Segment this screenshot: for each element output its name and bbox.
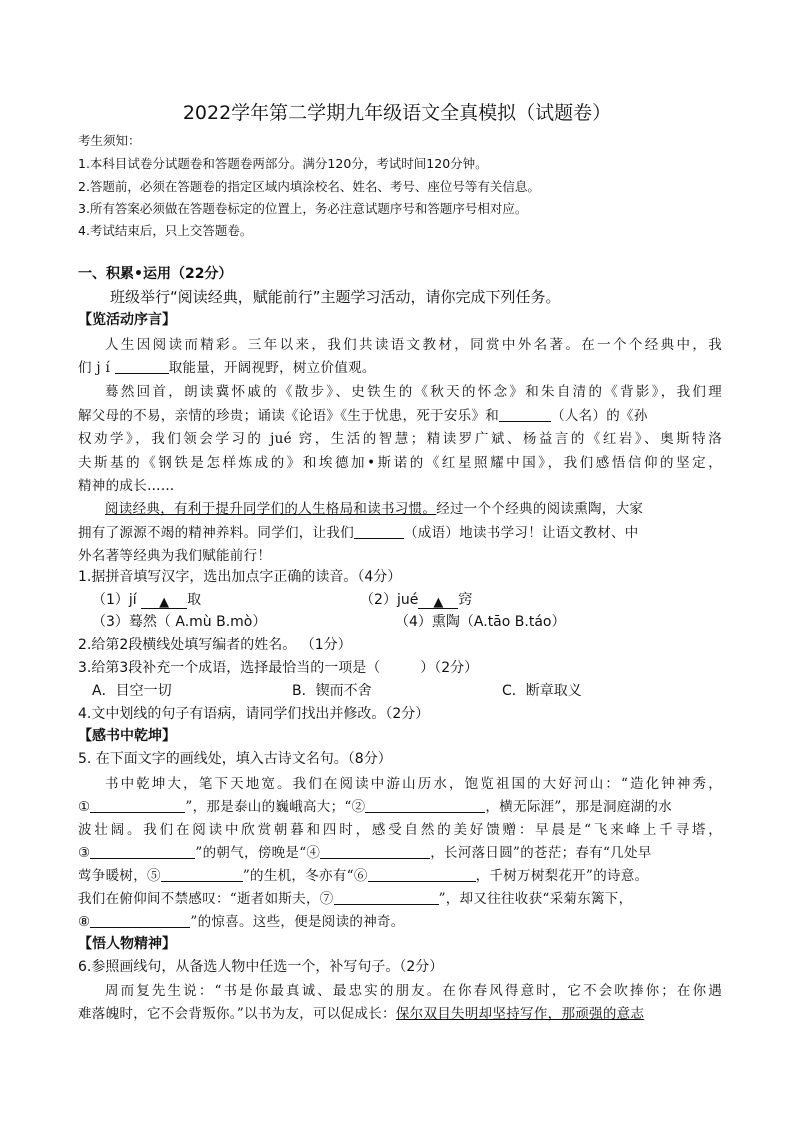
- triangle-marker-icon: ▲: [159, 595, 170, 610]
- question-2: 2.给第2段横线处填写编者的姓名。 （1分）: [78, 637, 352, 653]
- answer-blank[interactable]: [365, 798, 485, 813]
- item-label: 窍: [458, 592, 473, 608]
- paragraph-line: 书中乾坤大，笔下天地宽。我们在阅读中游山历水，饱览祖国的大好河山：“造化钟神秀，: [105, 776, 722, 792]
- option-c[interactable]: C．断章取义: [502, 683, 582, 699]
- paragraph-line: [78, 404, 722, 424]
- item-label: （1）jí: [92, 592, 142, 608]
- circled-number: ①: [78, 799, 91, 815]
- paragraph-text: （成语）地读书学习！让语文教材、中: [404, 525, 639, 541]
- answer-blank[interactable]: [141, 594, 187, 609]
- paragraph-text: 我们在俯仰间不禁感叹：“逝者如斯夫，⑦: [78, 891, 334, 907]
- notice-item: 3.所有答案必须做在答题卷标定的位置上，务必注意试题序号和答题序号相对应。: [78, 201, 528, 216]
- answer-blank[interactable]: [90, 844, 195, 859]
- answer-blank[interactable]: [90, 798, 185, 813]
- option-a[interactable]: A．目空一切: [92, 683, 172, 699]
- paragraph-line: 人生因阅读而精彩。三年以来，我们共读语文教材，同赏中外名著。在一个个经典中，我: [105, 337, 722, 353]
- question-1-items: [92, 589, 722, 609]
- question-text: ）（2分）: [420, 660, 479, 676]
- paragraph-line: [78, 356, 722, 376]
- underlined-sentence: 保尔双目失明却坚持写作，那顽强的意志: [395, 1006, 645, 1022]
- item-label: （2）jué: [360, 592, 419, 608]
- paragraph-line: 波壮阔。我们在阅读中欣赏朝暮和四时，感受自然的美好馈赠：早晨是“飞来峰上千寻塔，: [78, 822, 722, 838]
- question-4: 4.文中划线的句子有语病，请同学们找出并修改。（2分）: [78, 706, 430, 722]
- answer-blank[interactable]: [354, 524, 404, 539]
- paragraph-text: 们 j í: [78, 360, 115, 376]
- question-3-options: [92, 680, 722, 700]
- notice-item: 1.本科目试卷分试题卷和答题卷两部分。满分120分，考试时间120分钟。: [78, 156, 488, 171]
- paragraph-line: 权劝学》，我们领会学习的 jué 窍，生活的智慧；精读罗广斌、杨益言的《红岩》、奥斯特洛: [78, 431, 722, 447]
- paragraph-line: [78, 795, 722, 815]
- paragraph-text: 经过一个个经典的阅读熏陶，大家: [436, 501, 644, 517]
- question-3: [78, 657, 722, 677]
- question-1: 1.据拼音填写汉字，选出加点字正确的读音。（4分）: [78, 569, 402, 585]
- part-heading: 【感书中乾坤】: [78, 728, 176, 744]
- paragraph-line: 外名著等经典为我们赋能前行！: [78, 548, 272, 564]
- paragraph-line: [78, 1002, 722, 1022]
- question-text: 3.给第3段补充一个成语，选择最恰当的一项是（: [78, 660, 381, 676]
- triangle-marker-icon: ▲: [433, 595, 444, 610]
- answer-blank[interactable]: [161, 867, 243, 882]
- paragraph-text: ”，却又往往收获“采菊东篱下，: [438, 891, 633, 907]
- notice-item: 4.考试结束后，只上交答题卷。: [78, 223, 253, 238]
- paragraph-text: 取能量，开阔视野，树立价值观。: [168, 360, 376, 376]
- answer-blank[interactable]: [368, 867, 476, 882]
- question-1-items: [92, 611, 722, 631]
- circled-number: ⑧: [78, 914, 91, 930]
- paragraph-line: [78, 841, 722, 861]
- paragraph-text: 难落魄时，它不会背叛你。”以书为友，可以促成长：: [78, 1006, 396, 1022]
- question-6: 6.参照画线句，从备选人物中任选一个，补写句子。（2分）: [78, 959, 444, 975]
- option-b[interactable]: B．锲而不舍: [292, 683, 372, 699]
- answer-blank[interactable]: [90, 913, 190, 928]
- section-heading: 一、积累•运用（22分）: [78, 266, 233, 282]
- paragraph-text: ”的朝气，傍晚是“④: [195, 845, 321, 861]
- part-heading: 【悟人物精神】: [78, 936, 176, 952]
- answer-blank[interactable]: [320, 844, 430, 859]
- paragraph-text: ”的生机，冬亦有“⑥: [242, 868, 368, 884]
- answer-blank[interactable]: [334, 890, 439, 905]
- paragraph-text: 解父母的不易，亲情的珍贵；诵读《论语》《生于忧患，死于安乐》和: [78, 408, 500, 424]
- item-label: 取: [187, 592, 202, 608]
- paragraph-text: 拥有了源源不竭的精神养料。同学们，让我们: [78, 525, 354, 541]
- notice-heading: 考生须知：: [78, 133, 141, 148]
- question-5: 5. 在下面文字的画线处，填入古诗文名句。（8分）: [78, 751, 392, 767]
- option-text: （3）蓦然（ A.mù B.mò）: [92, 614, 267, 630]
- part-heading: 【览活动序言】: [78, 312, 176, 328]
- answer-blank[interactable]: [499, 407, 551, 422]
- paragraph-line: 蓦然回首，朗读冀怀戚的《散步》、史铁生的《秋天的怀念》和朱自清的《背影》，我们理: [105, 384, 722, 400]
- paragraph-text: ”的惊喜。这些，便是阅读的神奇。: [190, 914, 405, 930]
- paragraph-line: [78, 864, 722, 884]
- section-intro: 班级举行“阅读经典，赋能前行”主题学习活动，请你完成下列任务。: [110, 288, 561, 306]
- paragraph-text: ，千树万树梨花开”的诗意。: [475, 868, 649, 884]
- circled-number: ③: [78, 845, 91, 861]
- paragraph-line: 夫斯基的《钢铁是怎样炼成的》和埃德加•斯诺的《红星照耀中国》，我们感悟信仰的坚定，: [78, 455, 722, 471]
- page-title: 2022学年第二学期九年级语文全真模拟（试题卷）: [182, 102, 612, 124]
- paragraph-text: ，长河落日圆”的苍茫；春有“几处早: [430, 845, 652, 861]
- paragraph-line: [78, 521, 722, 541]
- answer-blank[interactable]: [418, 594, 458, 609]
- answer-blank[interactable]: [115, 359, 169, 374]
- paragraph-text: （人名）的《孙: [551, 408, 648, 424]
- underlined-sentence: 阅读经典，有利于提升同学们的人生格局和读书习惯。: [105, 501, 437, 517]
- option-text: （4）熏陶（A.tāo B.táo）: [395, 614, 566, 630]
- paragraph-text: ”，那是泰山的巍峨高大；“②: [185, 799, 366, 815]
- paragraph-line: [78, 887, 722, 907]
- paragraph-line: [105, 497, 722, 517]
- paragraph-text: ，横无际涯”，那是洞庭湖的水: [485, 799, 673, 815]
- paragraph-line: [78, 910, 722, 930]
- paragraph-line: 周而复先生说：“书是你最真诚、最忠实的朋友。在你春风得意时，它不会吹捧你；在你遇: [105, 983, 722, 999]
- notice-item: 2.答题前，必须在答题卷的指定区域内填涂校名、姓名、考号、座位号等有关信息。: [78, 179, 540, 194]
- paragraph-text: 莺争暖树，⑤: [78, 868, 161, 884]
- paragraph-line: 精神的成长……: [78, 478, 175, 494]
